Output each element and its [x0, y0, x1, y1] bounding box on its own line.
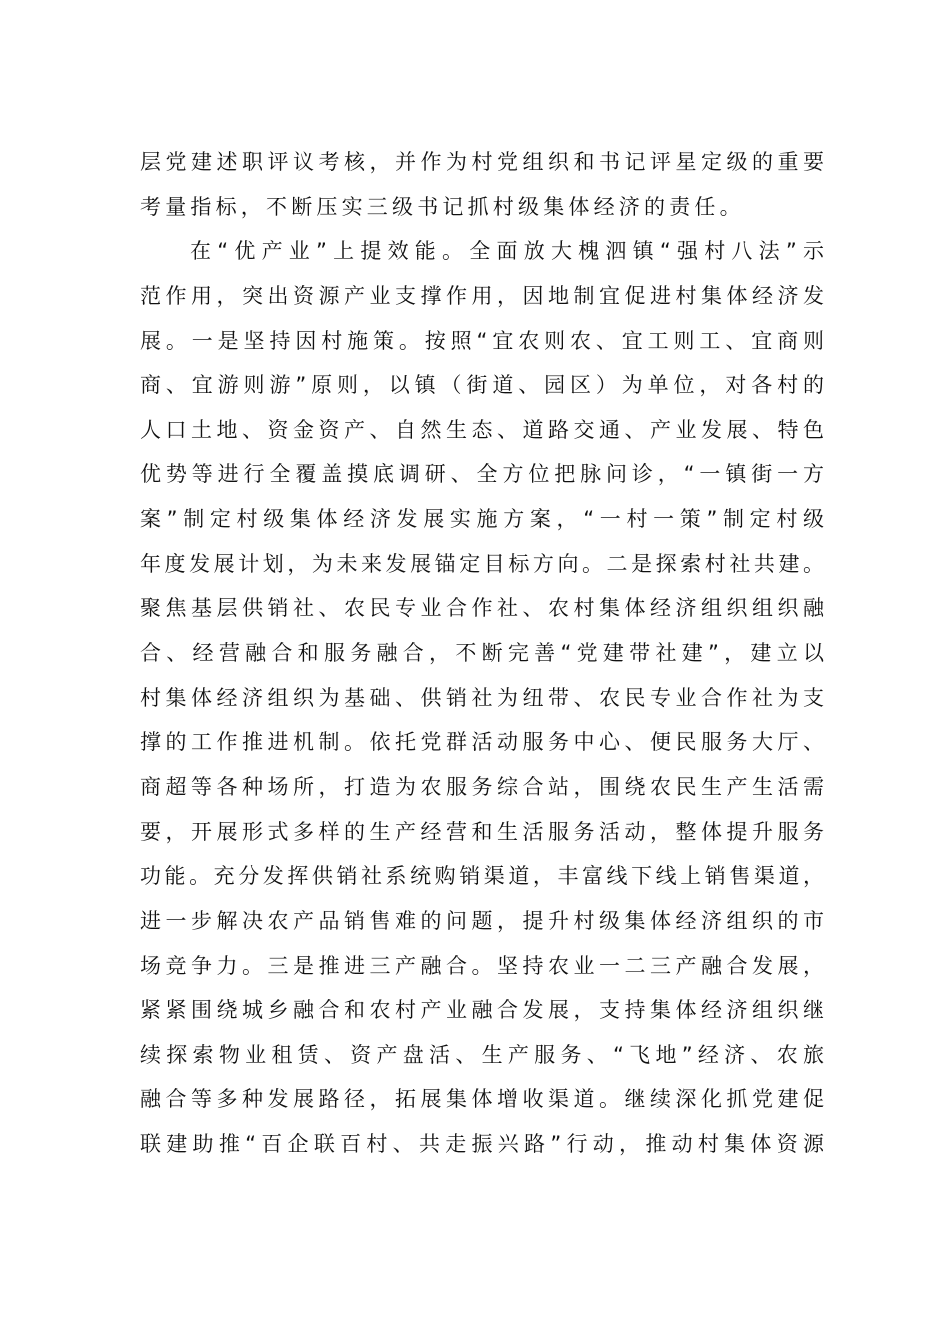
text-line: 进一步解决农产品销售难的问题，提升村级集体经济组织的市: [140, 908, 824, 933]
text-line: 人口土地、资金资产、自然生态、道路交通、产业发展、特色: [140, 417, 824, 442]
text-line: 续探索物业租赁、资产盘活、生产服务、“飞地”经济、农旅: [140, 1042, 824, 1067]
text-line: 商、宜游则游”原则，以镇（街道、园区）为单位，对各村的: [140, 373, 824, 398]
text-line: 优势等进行全覆盖摸底调研、全方位把脉问诊，“一镇街一方: [140, 462, 824, 487]
text-line: 合、经营融合和服务融合，不断完善“党建带社建”，建立以: [140, 641, 824, 666]
document-page: [140, 140, 824, 1167]
text-line: 功能。充分发挥供销社系统购销渠道，丰富线下线上销售渠道，: [140, 864, 824, 889]
paragraph-heading-line: 在“优产业”上提效能。全面放大槐泗镇“强村八法”示: [190, 239, 824, 264]
text-line: 年度发展计划，为未来发展锚定目标方向。二是探索村社共建。: [140, 551, 824, 576]
text-line: 村集体经济组织为基础、供销社为纽带、农民专业合作社为支: [140, 685, 824, 710]
text-line: 考量指标，不断压实三级书记抓村级集体经济的责任。: [140, 194, 745, 219]
text-line: 展。一是坚持因村施策。按照“宜农则农、宜工则工、宜商则: [140, 328, 824, 353]
text-line: 融合等多种发展路径，拓展集体增收渠道。继续深化抓党建促: [140, 1087, 824, 1112]
text-line: 范作用，突出资源产业支撑作用，因地制宜促进村集体经济发: [140, 283, 824, 308]
text-line: 案”制定村级集体经济发展实施方案，“一村一策”制定村级: [140, 507, 824, 532]
text-line: 场竞争力。三是推进三产融合。坚持农业一二三产融合发展，: [140, 953, 824, 978]
text-line: 联建助推“百企联百村、共走振兴路”行动，推动村集体资源: [140, 1132, 824, 1157]
text-line: 要，开展形式多样的生产经营和生活服务活动，整体提升服务: [140, 819, 824, 844]
text-line: 聚焦基层供销社、农民专业合作社、农村集体经济组织组织融: [140, 596, 824, 621]
text-line: 商超等各种场所，打造为农服务综合站，围绕农民生产生活需: [140, 774, 824, 799]
text-line: 紧紧围绕城乡融合和农村产业融合发展，支持集体经济组织继: [140, 998, 824, 1023]
text-line: 撑的工作推进机制。依托党群活动服务中心、便民服务大厅、: [140, 730, 824, 755]
text-line: 层党建述职评议考核，并作为村党组织和书记评星定级的重要: [140, 150, 824, 174]
